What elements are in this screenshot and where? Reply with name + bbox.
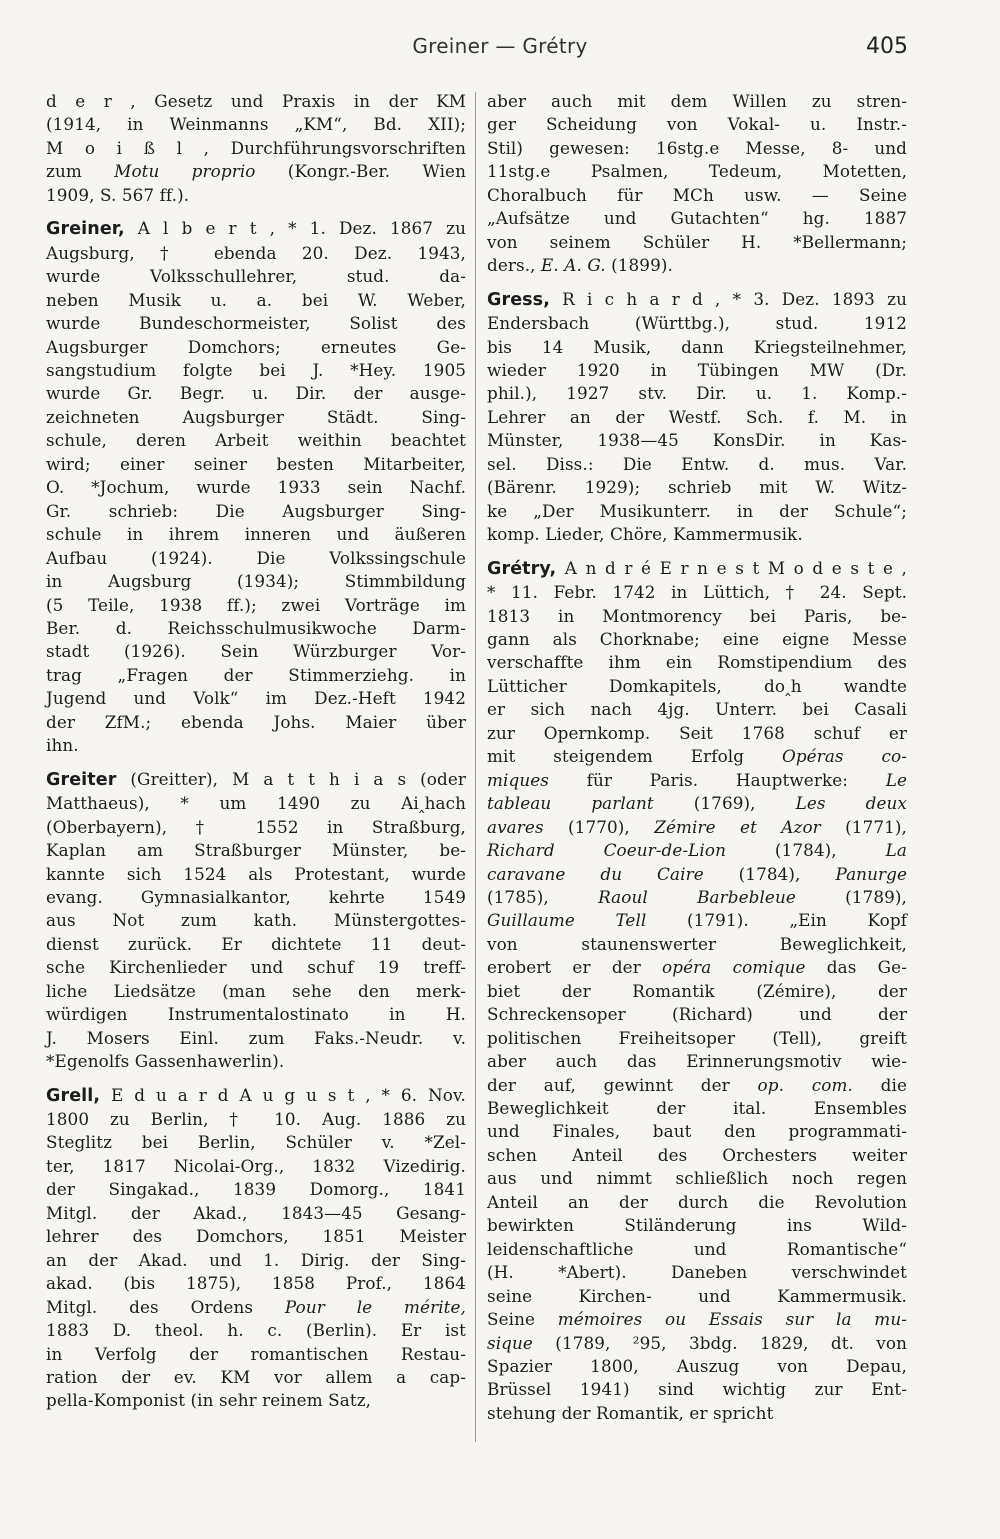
text-line: schule in ihrem inneren und äußeren [46, 524, 466, 545]
text-line: seine Kirchen- und Kammermusik. [487, 1285, 907, 1306]
text-line: komp. Lieder, Chöre, Kammermusik. [487, 524, 803, 545]
entry-gap [46, 758, 466, 768]
text-line: avares (1770), Zémire et Azor (1771), [487, 816, 907, 837]
text-line: dienst zurück. Er dichtete 11 deut- [46, 933, 466, 954]
text-line: akad. (bis 1875), 1858 Prof., 1864 [46, 1273, 466, 1294]
text-line: O. *Jochum, wurde 1933 sein Nachf. [46, 477, 466, 498]
text-line: Grell, E d u a r d A u g u s t , * 6. Nov. [46, 1084, 466, 1106]
text-line: bewirkten Stiländerung ins Wild- [487, 1215, 907, 1236]
text-line: Guillaume Tell (1791). „Ein Kopf [487, 910, 908, 931]
text-line: Steglitz bei Berlin, Schüler v. *Zel- [46, 1132, 466, 1153]
italic-title: Panurge [835, 863, 907, 884]
column-divider [475, 92, 476, 1442]
text-line: Ber. d. Reichsschulmusikwoche Darm- [46, 617, 466, 638]
text-line: sel. Diss.: Die Entw. d. mus. Var. [487, 453, 907, 474]
italic-title: avares [487, 816, 544, 837]
text-line: (1914, in Weinmanns „KM“, Bd. XII); [46, 114, 466, 135]
text-line: von seinem Schüler H. *Bellermann; [487, 231, 907, 252]
text-line: Greiter (Greitter), M a t t h i a s (oder [46, 768, 466, 790]
text-line: leidenschaftliche und Romantische“ [487, 1238, 907, 1259]
text-line: pella-Komponist (in sehr reinem Satz, [46, 1390, 372, 1411]
text-line: ter, 1817 Nicolai-Org., 1832 Vizedirig. [46, 1155, 466, 1176]
text-line: kannte sich 1524 als Protestant, wurde [46, 863, 466, 884]
italic-title: Guillaume Tell [487, 910, 647, 931]
text-line: wurde Volksschullehrer, stud. da- [46, 266, 466, 287]
text-line: schule, deren Arbeit weithin beachtet [46, 430, 466, 451]
entry-gap [46, 207, 466, 217]
text-line: an der Akad. und 1. Dirig. der Sing- [46, 1249, 466, 1270]
entry-gap [487, 278, 907, 288]
text-line: aber auch mit dem Willen zu stren- [487, 91, 907, 111]
italic-title: miques [487, 769, 549, 790]
text-line: 11stg.e Psalmen, Tedeum, Motetten, [487, 161, 907, 182]
text-line: caravane du Caire (1784), Panurge [487, 863, 907, 884]
italic-title: Pour le mérite, [284, 1296, 466, 1317]
text-line: stadt (1926). Sein Würzburger Vor- [46, 641, 466, 662]
italic-title: tableau parlant [487, 793, 654, 814]
text-line: neben Musik u. a. bei W. Weber, [46, 289, 466, 310]
text-line: Brüssel 1941) sind wichtig zur Ent- [487, 1379, 907, 1400]
italic-title: Le [885, 769, 907, 790]
entry-gap [487, 547, 907, 557]
running-header: Greiner — Grétry [412, 34, 588, 58]
text-line: ihn. [46, 735, 79, 756]
text-line: zeichneten Augsburger Städt. Sing- [46, 406, 466, 427]
text-line: ders., E. A. G. (1899). [487, 255, 673, 276]
page-number: 405 [866, 34, 908, 59]
text-line: 1883 D. theol. h. c. (Berlin). Er ist [46, 1320, 466, 1341]
text-line: Matthaeus), * um 1490 zu Ai‸hach [46, 793, 466, 814]
text-line: von staunenswerter Beweglichkeit, [487, 933, 907, 954]
text-line: biet der Romantik (Zémire), der [487, 980, 907, 1001]
text-line: Mitgl. des Ordens Pour le mérite, [46, 1296, 466, 1317]
text-line: (Bärenr. 1929); schrieb mit W. Witz- [487, 477, 907, 498]
text-line: Aufbau (1924). Die Volkssingschule [46, 547, 466, 568]
text-line: sangstudium folgte bei J. *Hey. 1905 [46, 359, 466, 380]
text-line: Augsburg, † ebenda 20. Dez. 1943, [46, 242, 466, 263]
text-line: gann als Chorknabe; eine eigne Messe [487, 628, 907, 649]
text-line: Jugend und Volk“ im Dez.-Heft 1942 [46, 688, 466, 709]
italic-title: La [885, 840, 907, 861]
text-line: ration der ev. KM vor allem a cap- [46, 1367, 466, 1388]
text-line: wurde Gr. Begr. u. Dir. der ausge- [46, 383, 466, 404]
text-line: Kaplan am Straßburger Münster, be- [46, 840, 466, 861]
italic-title: opéra comique [662, 957, 806, 978]
text-line: sique (1789, ²95, 3bdg. 1829, dt. von [487, 1332, 907, 1353]
text-line: zur Opernkomp. Seit 1768 schuf er [487, 722, 907, 743]
text-line: stehung der Romantik, er spricht [487, 1402, 774, 1423]
text-line: mit steigendem Erfolg Opéras co- [487, 746, 907, 767]
text-line: der ZfM.; ebenda Johs. Maier über [46, 711, 466, 732]
text-line: wird; einer seiner besten Mitarbeiter, [46, 453, 466, 474]
text-line: erobert er der opéra comique das Ge- [487, 957, 907, 978]
text-line: schen Anteil des Orchesters weiter [487, 1144, 907, 1165]
text-line: wurde Bundeschormeister, Solist des [46, 313, 466, 334]
text-line: in Augsburg (1934); Stimmbildung [46, 571, 466, 592]
text-line: Mitgl. der Akad., 1843—45 Gesang- [46, 1202, 466, 1223]
text-line: ger Scheidung von Vokal- u. Instr.- [487, 114, 907, 135]
text-line: (1785), Raoul Barbebleue (1789), [487, 886, 907, 907]
text-line: „Aufsätze und Gutachten“ hg. 1887 [487, 208, 907, 229]
text-line: er sich nach 4jg. Unterr. bei Casali [487, 699, 907, 720]
italic-title: E. A. G. [541, 255, 606, 276]
text-line: ke „Der Musikunterr. in der Schule“; [487, 500, 907, 521]
headword-gress: Gress, [487, 289, 550, 310]
text-line: wieder 1920 in Tübingen MW (Dr. [487, 359, 907, 380]
text-line: evang. Gymnasialkantor, kehrte 1549 [46, 886, 466, 907]
text-line: in Verfolg der romantischen Restau- [46, 1343, 466, 1364]
text-line: Grétry, A n d r é E r n e s t M o d e s t e , [487, 557, 907, 579]
text-line: Augsburger Domchors; erneutes Ge- [46, 336, 466, 357]
italic-title: op. com. [757, 1074, 853, 1095]
text-line: J. Mosers Einl. zum Faks.-Neudr. v. [46, 1027, 466, 1048]
italic-title: Motu proprio [114, 161, 256, 182]
text-line: verschaffte ihm ein Romstipendium des [487, 652, 907, 673]
text-line: * 11. Febr. 1742 in Lüttich, † 24. Sept. [487, 582, 907, 603]
entry-gap [46, 1074, 466, 1084]
headword-greiner: Greiner, [46, 219, 125, 240]
text-line: aus und nimmt schließlich noch regen [487, 1168, 907, 1189]
italic-title: Richard Coeur-de-Lion [487, 840, 727, 861]
text-line: d e r , Gesetz und Praxis in der KM [46, 91, 466, 111]
text-line: der Singakad., 1839 Domorg., 1841 [46, 1179, 466, 1200]
text-line: (5 Teile, 1938 ff.); zwei Vorträge im [46, 594, 466, 615]
text-line: trag „Fragen der Stimmerziehg. in [46, 664, 466, 685]
text-line: und Finales, baut den programmati- [487, 1121, 907, 1142]
text-line: 1813 in Montmorency bei Paris, be- [487, 605, 907, 626]
italic-title: Zémire et Azor [654, 816, 821, 837]
text-line: Anteil an der durch die Revolution [487, 1191, 907, 1212]
text-line: Lehrer an der Westf. Sch. f. M. in [487, 406, 907, 427]
text-line: der auf, gewinnt der op. com. die [487, 1074, 907, 1095]
text-line: Gress, R i c h a r d , * 3. Dez. 1893 zu [487, 288, 907, 310]
text-line: Gr. schrieb: Die Augsburger Sing- [46, 500, 466, 521]
text-line: 1800 zu Berlin, † 10. Aug. 1886 zu [46, 1109, 466, 1130]
right-column [487, 90, 907, 1425]
headword-grell: Grell, [46, 1085, 101, 1106]
headword-greiter: Greiter [46, 769, 117, 790]
text-line: M o i ß l , Durchführungsvorschriften [46, 137, 466, 158]
text-line: politischen Freiheitsoper (Tell), greift [487, 1027, 907, 1048]
text-line: phil.), 1927 stv. Dir. u. 1. Komp.- [487, 383, 907, 404]
text-line: lehrer des Domchors, 1851 Meister [46, 1226, 466, 1247]
text-line: Richard Coeur-de-Lion (1784), La [487, 840, 907, 861]
text-line: bis 14 Musik, dann Kriegsteilnehmer, [487, 336, 907, 357]
text-line: aus Not zum kath. Münstergottes- [46, 910, 466, 931]
text-line: Lütticher Domkapitels, do‸h wandte [487, 675, 907, 696]
text-line: liche Liedsätze (man sehe den merk- [46, 980, 466, 1001]
text-line: Choralbuch für MCh usw. — Seine [487, 184, 907, 205]
italic-title: Raoul Barbebleue [598, 886, 796, 907]
italic-title: caravane du Caire [487, 863, 704, 884]
italic-title: sique [487, 1332, 533, 1353]
text-line: Stil) gewesen: 16stg.e Messe, 8- und [487, 137, 907, 158]
text-line: *Egenolfs Gassenhawerlin). [46, 1051, 285, 1072]
text-line: Greiner, A l b e r t , * 1. Dez. 1867 zu [46, 218, 466, 240]
text-line: zum Motu proprio (Kongr.-Ber. Wien [46, 161, 466, 182]
text-line: Münster, 1938—45 KonsDir. in Kas- [487, 430, 907, 451]
italic-title: Opéras co- [781, 746, 907, 767]
text-line: Endersbach (Württbg.), stud. 1912 [487, 313, 907, 334]
text-line: Spazier 1800, Auszug von Depau, [487, 1356, 907, 1377]
text-line: tableau parlant (1769), Les deux [487, 793, 907, 814]
italic-title: mémoires ou Essais sur la mu- [557, 1309, 907, 1330]
headword-gr-try: Grétry, [487, 558, 557, 579]
text-line: sche Kirchenlieder und schuf 19 treff- [46, 957, 466, 978]
text-line: (Oberbayern), † 1552 in Straßburg, [46, 816, 466, 837]
text-line: Beweglichkeit der ital. Ensembles [487, 1098, 907, 1119]
left-column [46, 90, 466, 1413]
text-line: Seine mémoires ou Essais sur la mu- [487, 1309, 907, 1330]
text-line: 1909, S. 567 ff.). [46, 184, 190, 205]
text-line: würdigen Instrumentalostinato in H. [46, 1004, 466, 1025]
text-line: aber auch das Erinnerungsmotiv wie- [487, 1051, 907, 1072]
text-line: (H. *Abert). Daneben verschwindet [487, 1262, 907, 1283]
text-line: Schreckensoper (Richard) und der [487, 1004, 907, 1025]
text-line: miques für Paris. Hauptwerke: Le [487, 769, 907, 790]
italic-title: Les deux [795, 793, 907, 814]
